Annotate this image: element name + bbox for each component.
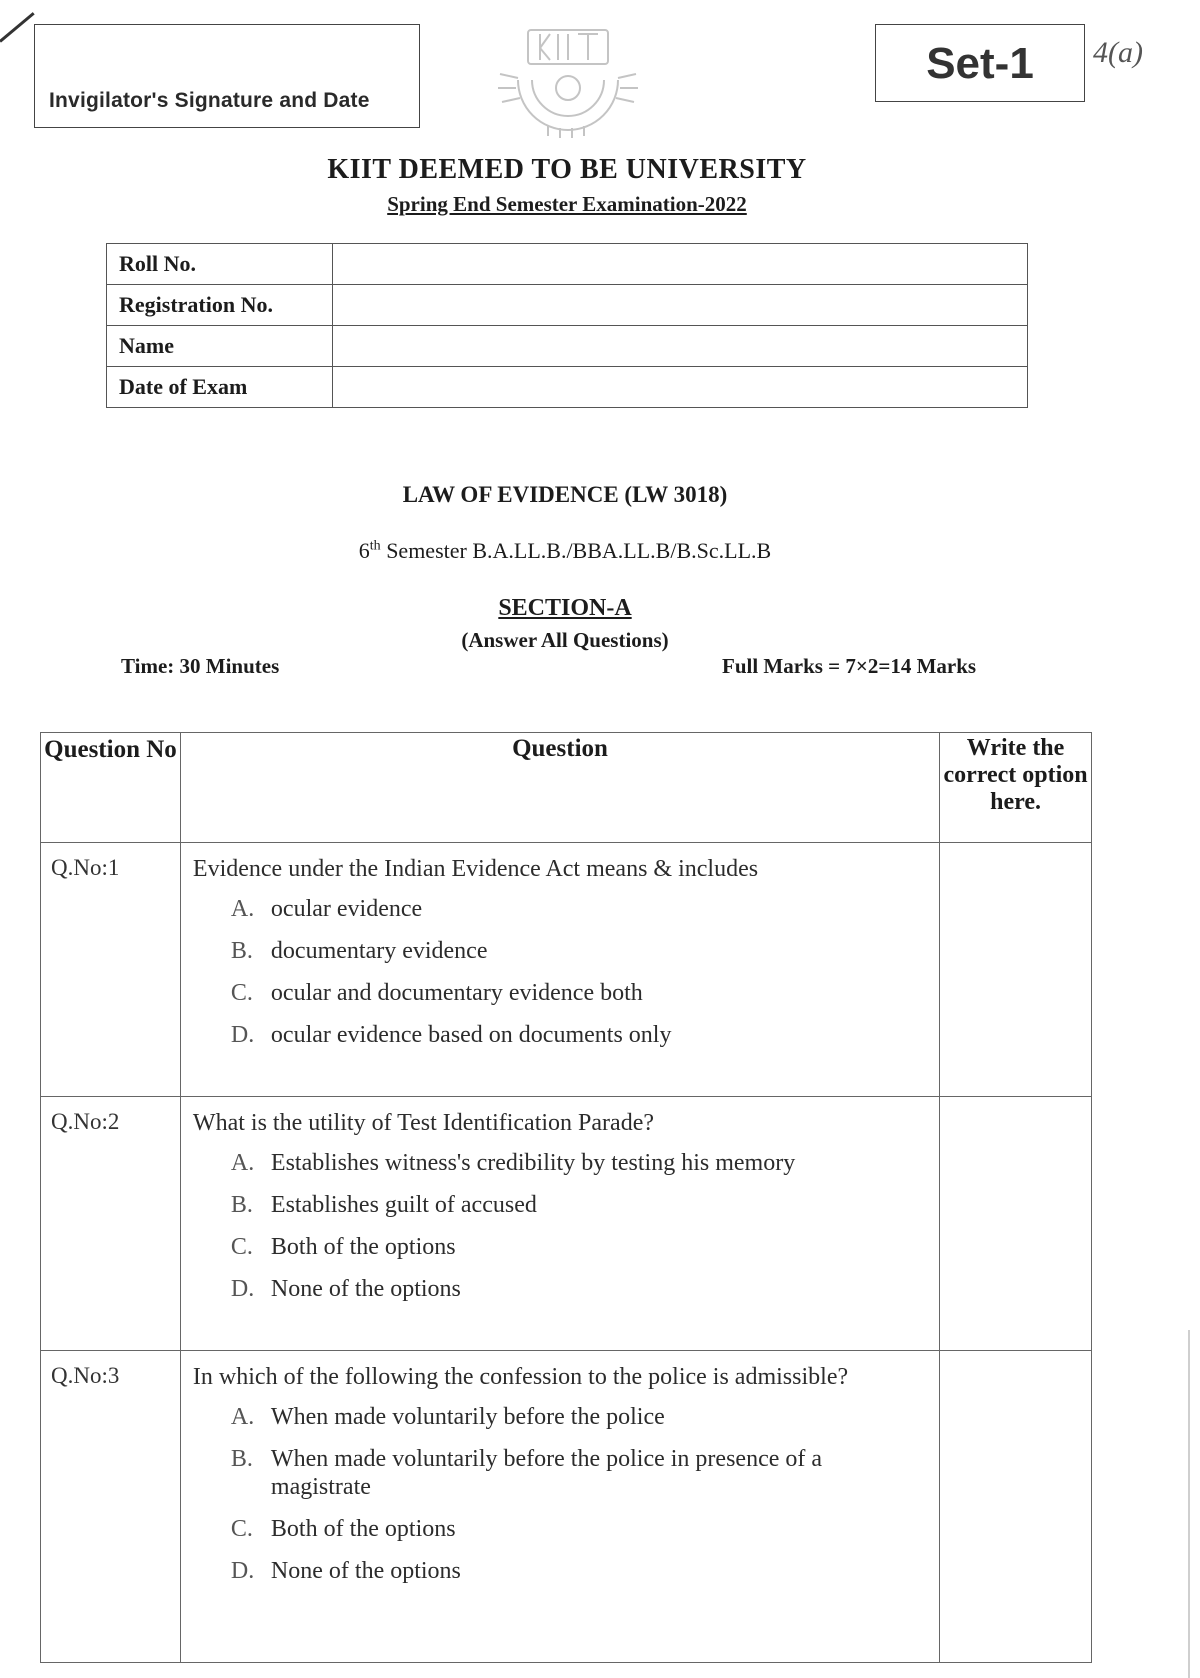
date-of-exam-field[interactable]	[333, 367, 1028, 408]
option-letter: C.	[230, 980, 253, 1006]
answer-field[interactable]	[940, 1351, 1092, 1663]
option-text: ocular evidence based on documents only	[270, 1022, 672, 1048]
questions-table	[40, 732, 1092, 1663]
scan-edge-line	[1188, 1330, 1190, 1678]
option-text: Establishes guilt of accused	[270, 1192, 537, 1218]
option-a	[231, 1149, 927, 1177]
name-field[interactable]	[333, 326, 1028, 367]
answer-field[interactable]	[940, 1097, 1092, 1351]
option-letter: C.	[230, 1234, 253, 1260]
full-marks: Full Marks = 7×2=14 Marks	[722, 654, 977, 678]
info-label: Date of Exam	[107, 367, 333, 408]
option-letter: B.	[230, 938, 253, 964]
exam-name: Spring End Semester Examination-2022	[387, 192, 747, 216]
option-text: When made voluntarily before the police	[270, 1404, 665, 1430]
option-letter: A.	[230, 896, 255, 922]
option-list	[193, 895, 927, 1049]
info-label: Name	[107, 326, 333, 367]
option-text: documentary evidence	[270, 938, 488, 964]
option-b	[231, 937, 927, 965]
semester-suffix: th	[369, 538, 381, 554]
option-letter: C.	[230, 1516, 253, 1542]
semester-number: 6	[358, 538, 370, 563]
option-letter: A.	[230, 1404, 255, 1430]
option-text: None of the options	[270, 1558, 461, 1584]
corner-pen-mark	[0, 12, 35, 43]
question-number: Q.No:3	[41, 1351, 181, 1663]
option-b	[231, 1445, 927, 1501]
option-a	[231, 1403, 927, 1431]
question-row	[41, 843, 1092, 1097]
course-title: LAW OF EVIDENCE (LW 3018)	[402, 482, 728, 507]
registration-no-field[interactable]	[333, 285, 1028, 326]
option-c	[231, 979, 927, 1007]
question-body	[180, 843, 939, 1097]
option-text: Establishes witness's credibility by testing his memory	[270, 1150, 796, 1176]
option-text: Both of the options	[270, 1234, 456, 1260]
option-c	[231, 1233, 927, 1261]
option-text: ocular and documentary evidence both	[270, 980, 643, 1006]
question-number: Q.No:2	[41, 1097, 181, 1351]
option-text: ocular evidence	[270, 896, 423, 922]
questions-header-row	[41, 733, 1092, 843]
program-text: Semester B.A.LL.B./BBA.LL.B/B.Sc.LL.B	[380, 538, 772, 563]
exam-time: Time: 30 Minutes	[121, 654, 280, 678]
option-list	[193, 1403, 927, 1585]
invigilator-signature-label: Invigilator's Signature and Date	[49, 89, 370, 112]
question-body	[180, 1351, 939, 1663]
option-b	[231, 1191, 927, 1219]
question-row	[41, 1351, 1092, 1663]
info-label: Roll No.	[107, 244, 333, 285]
info-row-registration-no	[107, 285, 1028, 326]
option-letter: B.	[230, 1446, 253, 1472]
set-number-label: Set-1	[926, 39, 1034, 88]
set-number-box	[875, 24, 1085, 102]
option-d	[231, 1557, 927, 1585]
header-question-no: Question No	[41, 733, 181, 843]
roll-no-field[interactable]	[333, 244, 1028, 285]
question-text: Evidence under the Indian Evidence Act means & includes	[192, 856, 759, 882]
question-body	[180, 1097, 939, 1351]
invigilator-signature-box	[34, 24, 420, 128]
option-a	[231, 895, 927, 923]
header-answer: Write the correct option here.	[940, 733, 1092, 843]
header-question: Question	[180, 733, 939, 843]
option-text: Both of the options	[270, 1516, 456, 1542]
option-text: When made voluntarily before the police in presence of a magistrate	[270, 1446, 823, 1500]
option-letter: D.	[230, 1558, 255, 1584]
section-heading: SECTION-A	[498, 595, 632, 621]
option-d	[231, 1275, 927, 1303]
option-list	[193, 1149, 927, 1303]
info-row-date-of-exam	[107, 367, 1028, 408]
question-text: In which of the following the confession to the police is admissible?	[192, 1364, 849, 1390]
answer-field[interactable]	[940, 843, 1092, 1097]
info-row-name	[107, 326, 1028, 367]
option-text: None of the options	[270, 1276, 461, 1302]
candidate-info-table	[106, 243, 1028, 408]
info-label: Registration No.	[107, 285, 333, 326]
info-row-roll-no	[107, 244, 1028, 285]
question-number: Q.No:1	[41, 843, 181, 1097]
question-row	[41, 1097, 1092, 1351]
program-line	[0, 538, 1130, 564]
option-letter: D.	[230, 1022, 255, 1048]
question-text: What is the utility of Test Identification Parade?	[192, 1110, 654, 1136]
option-letter: D.	[230, 1276, 255, 1302]
handwritten-note: 4(a)	[1093, 36, 1143, 69]
option-c	[231, 1515, 927, 1543]
option-letter: A.	[230, 1150, 255, 1176]
option-d	[231, 1021, 927, 1049]
university-name: KIIT DEEMED TO BE UNIVERSITY	[327, 154, 807, 185]
section-instructions: (Answer All Questions)	[461, 628, 669, 652]
option-letter: B.	[230, 1192, 253, 1218]
kiit-university-logo-icon	[488, 22, 648, 140]
